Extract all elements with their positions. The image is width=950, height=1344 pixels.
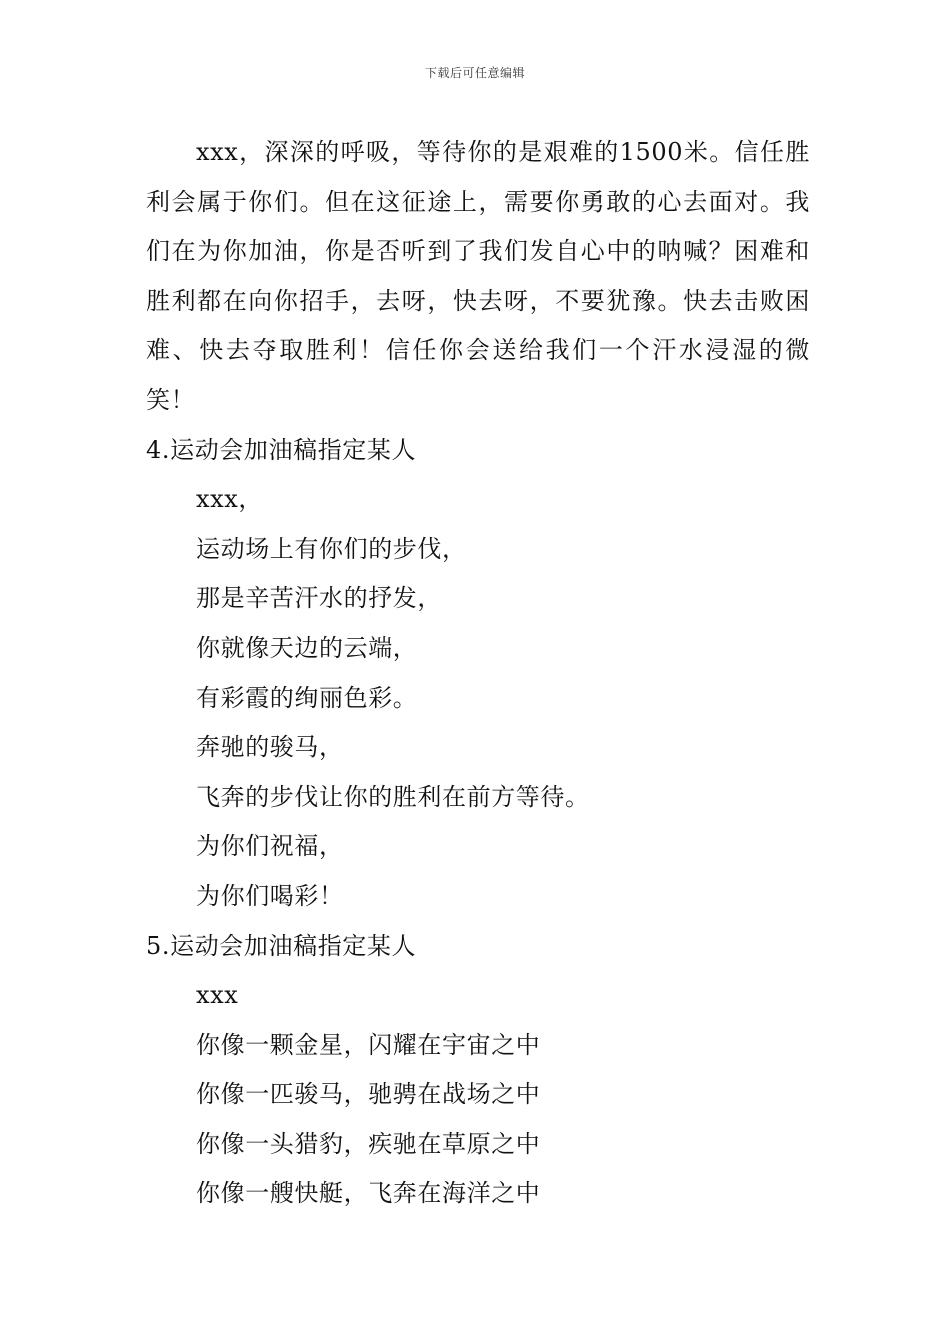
poem-line: 你像一匹骏马，驰骋在战场之中: [196, 1080, 541, 1109]
poem-line: 为你们喝彩！: [196, 881, 344, 910]
poem-line: xxx: [196, 981, 239, 1010]
poem-line: 为你们祝福，: [196, 832, 344, 861]
section-heading: 4.运动会加油稿指定某人: [146, 435, 417, 464]
document-body: [146, 128, 810, 1219]
page-header-note: 下载后可任意编辑: [424, 66, 525, 80]
poem-line: xxx，: [196, 485, 264, 514]
paragraph: xxx，深深的呼吸，等待你的是艰难的1500米。信任胜利会属于你们。但在这征途上，需要你勇敢的心去面对。我们在为你加油，你是否听到了我们发自心中的呐喊？困难和胜利都在向你招手，去呀，快去呀，不要犹豫。快去击败困难、快去夺取胜利！信任你会送给我们一个汗水浸湿的微笑！: [146, 138, 810, 414]
poem-line: 你像一头猎豹，疾驰在草原之中: [196, 1129, 541, 1158]
poem-line: 奔驰的骏马，: [196, 733, 344, 762]
section-heading: 5.运动会加油稿指定某人: [146, 931, 417, 960]
poem-line: 有彩霞的绚丽色彩。: [196, 683, 418, 712]
poem-line: 飞奔的步伐让你的胜利在前方等待。: [196, 782, 590, 811]
poem-line: 你就像天边的云端，: [196, 633, 418, 662]
poem-line: 那是辛苦汗水的抒发，: [196, 584, 442, 613]
poem-line: 你像一颗金星，闪耀在宇宙之中: [196, 1030, 541, 1059]
poem-line: 运动场上有你们的步伐，: [196, 534, 467, 563]
poem-line: 你像一艘快艇，飞奔在海洋之中: [196, 1179, 541, 1208]
